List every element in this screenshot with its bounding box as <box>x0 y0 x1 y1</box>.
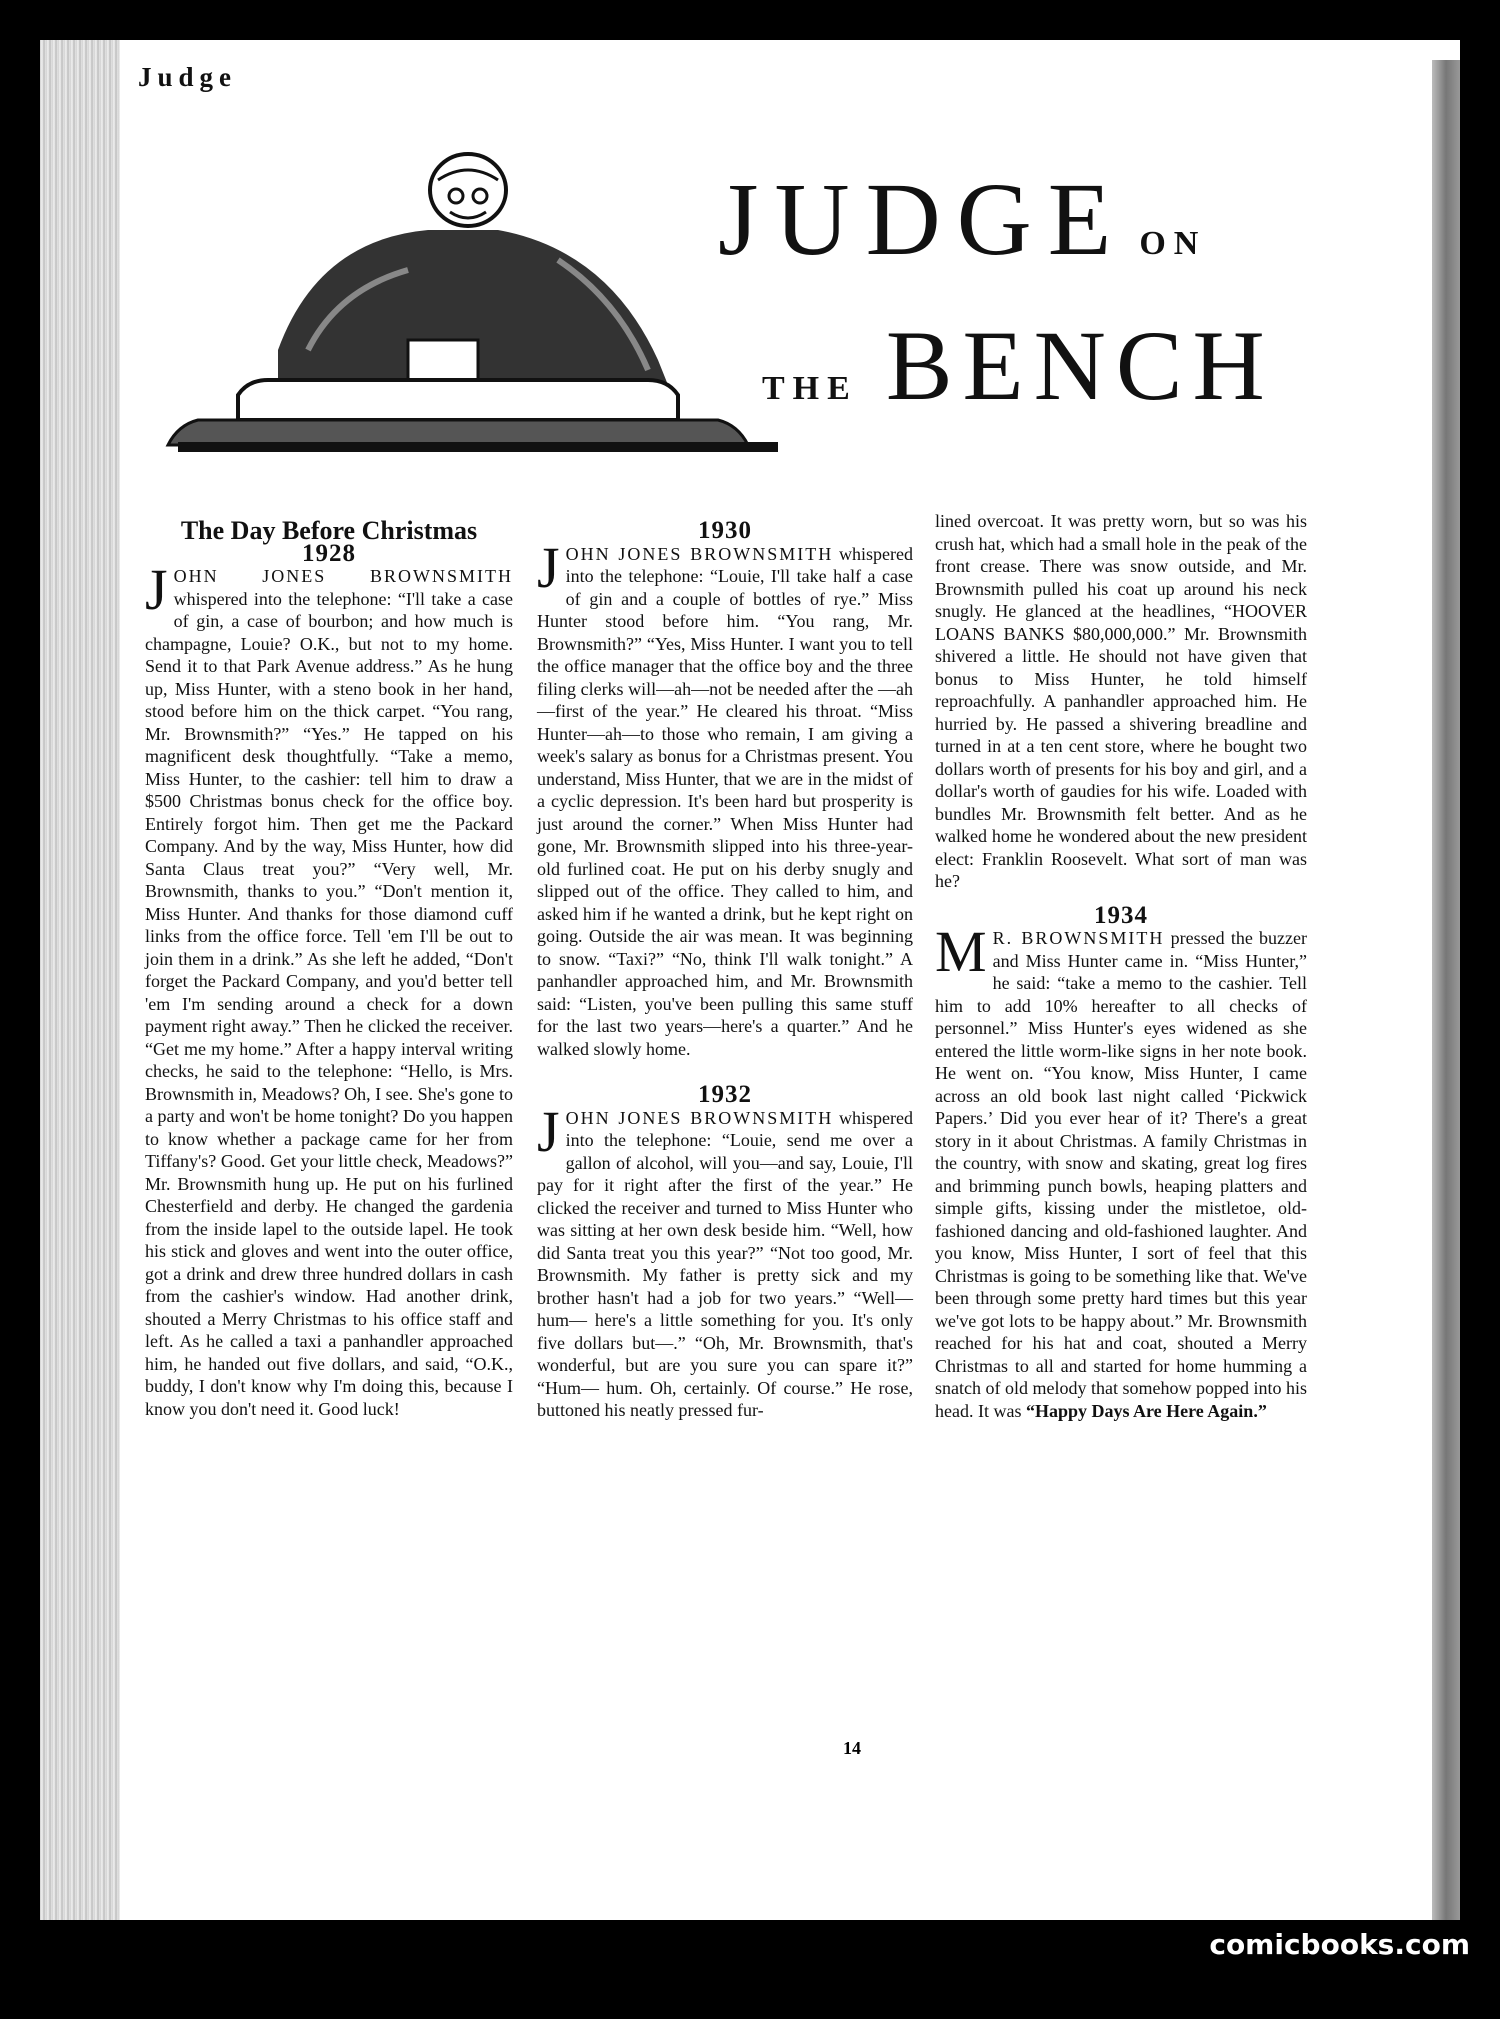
column-2 <box>537 517 913 1422</box>
section-body: pressed the buzzer and Miss Hunter came in. “Miss Hunter,” he said: “take a memo to the cashier. Tell him to add 10% hereafter to all checks of personnel.” Miss Hunter's eyes widened as she entered the little worm-like signs in her note book. He went on. “You know, Miss Hunter, I came across an old book last night called ‘Pickwick Papers.’ Did you ever hear of it? There's a great story in it about Christmas. A family Christmas in the country, with snow and skating, great log fires and brimming punch bowls, heaping platters and simple gifts, kissing under the mistletoe, old-fashioned dancing and old-fashioned laughter. And you know, Miss Hunter, I sort of feel that this Christmas is going to be something like that. We've been through some pretty hard times but this year we've got lots to be happy about.” Mr. Brownsmith reached for his hat and coat, shouted a Merry Christmas to all and started for home humming a snatch of old melody that somehow popped into his head. It was <box>935 928 1308 1421</box>
dropcap: M <box>935 919 987 984</box>
column-1 <box>145 516 513 1420</box>
section-body: whispered into the telephone: “Louie, I'll take half a case of gin and a couple of bottles of rye.” Miss Hunter stood before him. “You rang, Mr. Brownsmith?” “Yes, Miss Hunter. I want you to tell the office manager that the office boy and the three filing clerks will—ah—not be needed after the —ah—first of the year.” He cleared his throat. “Miss Hunter—ah—to those who remain, I am giving a week's salary as bonus for a Christmas present. You understand, Miss Hunter, that we are in the midst of a cyclic depression. It's been hard but prosperity is just around the corner.” When Miss Hunter had gone, Mr. Brownsmith slipped into his three-year-old furlined coat. He put on his derby snugly and slipped out of the office. They called to him, and asked him if he wanted a drink, but he kept right on going. Outside the air was mean. It was beginning to snow. “Taxi?” “No, think I'll walk tonight.” A panhandler approached him, and Mr. Brownsmith said: “Listen, you've been pulling this same stuff for the last two years—here's a quarter.” And he walked slowly home. <box>537 543 913 1059</box>
dropcap: J <box>537 534 560 600</box>
section-year: 1928 <box>302 539 356 567</box>
section-paragraph <box>537 1098 913 1422</box>
section-body: whispered into the telephone: “I'll take a case of gin, a case of bourbon; and how much is champagne, Louie? O.K., but not to my home. Send it to that Park Avenue address.” As he hung up, Miss Hunter, with a steno book in her hand, stood before him on the thick carpet. “You rang, Mr. Brownsmith?” “Yes.” He tapped on his magnificent desk thoughtfully. “Take a memo, Miss Hunter, to the cashier: tell him to draw a $500 Christmas bonus check for the office boy. Entirely forgot him. Then get me the Packard Company. And by the way, Miss Hunter, how did Santa Claus treat you?” “Very well, Mr. Brownsmith, thanks to you.” “Don't mention it, Miss Hunter. And thanks for those diamond cuff links from the office force. Tell 'em I'll be out to join them in a drink.” As she left he added, “Don't forget the Packard Company, and you'd better tell 'em I'm sending around a check for a down payment right away.” Then he clicked the receiver. “Get me my home.” After a happy interval writing checks, he said to the telephone: “Hello, is Mrs. Brownsmith in, Meadows? Oh, I see. She's gone to a party and won't be home tonight? Do you happen to know whether a package came for her from Tiffany's? Good. Get your little check, Meadows?” Mr. Brownsmith hung up. He put on his furlined Chesterfield and derby. He changed the gardenia from the inside lapel to the outside lapel. He took his stick and gloves and went into the outer office, got a drink and drew three hundred dollars in cash from the cashier's window. Had another drink, shouted a Merry Christmas to his office staff and left. As he called a taxi a panhandler approached him, he handed out five dollars, and said, “O.K., buddy, I don't know why I'm doing this, because I know you don't need it. Good luck! <box>145 588 513 1419</box>
title-word-judge: JUDGE <box>718 162 1128 277</box>
lead-in: R. BROWNSMITH <box>992 928 1165 948</box>
page-gutter-shadow <box>1432 60 1460 1920</box>
title-line-2 <box>762 308 1275 423</box>
closing-line: “Happy Days Are Here Again.” <box>1025 1400 1267 1421</box>
title-line-1 <box>718 160 1206 279</box>
section-year: 1930 <box>698 517 752 544</box>
section-paragraph <box>935 919 1308 1422</box>
section-paragraph <box>145 557 513 1420</box>
lead-in: OHN JONES BROWNSMITH <box>565 543 834 564</box>
running-header: Judge <box>138 62 238 92</box>
section-body: whispered into the telephone: “Louie, send me over a gallon of alcohol, will you—and say, Louie, I'll pay for it right after the first of the year.” He clicked the receiver and turned to Miss Hunter who was sitting at her own desk beside him. “Well, how did Santa treat you this year?” “Not too good, Mr. Brownsmith. My father is pretty sick and my brother hasn't had a job for two years.” “Well—hum— here's a little something for you. It's only five dollars but—.” “Oh, Mr. Brownsmith, that's wonderful, but are you sure you can spare it?” “Hum— hum. Oh, certainly. Of course.” He rose, buttoned his neatly pressed fur- <box>537 1107 913 1420</box>
site-watermark: comicbooks.com <box>1209 1928 1470 1961</box>
section-year: 1934 <box>1094 901 1148 929</box>
page-number: 14 <box>843 1738 861 1758</box>
judge-illustration <box>138 150 778 470</box>
article-heading: The Day Before Christmas <box>180 516 478 545</box>
section-year: 1932 <box>698 1081 752 1108</box>
column-3 <box>935 510 1307 1422</box>
title-word-on: ON <box>1139 225 1207 262</box>
dropcap: J <box>537 1098 560 1164</box>
lead-in: OHN JONES BROWNSMITH <box>173 566 513 586</box>
title-word-the: THE <box>762 370 858 407</box>
section-paragraph <box>537 534 913 1061</box>
title-word-bench: BENCH <box>885 310 1275 421</box>
section-continuation: lined overcoat. It was pretty worn, but so was his crush hat, which had a small hole in the peak of the front crease. There was snow outside, and Mr. Brownsmith pulled his coat up around his neck snugly. He glanced at the headlines, “HOOVER LOANS BANKS $80,000,000.” Mr. Brownsmith shivered a little. He should not have given that bonus to Miss Hunter, he told himself reproachfully. A panhandler approached him. He hurried by. He passed a shivering breadline and turned in at a ten cent store, where he bought two dollars worth of presents for his boy and girl, and a dollar's worth of gaudies for his wife. Loaded with bundles Mr. Brownsmith felt better. And as he walked home he wondered about the new president elect: Franklin Roosevelt. What sort of man was he? <box>935 511 1307 891</box>
dropcap: J <box>145 557 168 622</box>
lead-in: OHN JONES BROWNSMITH <box>565 1107 834 1128</box>
